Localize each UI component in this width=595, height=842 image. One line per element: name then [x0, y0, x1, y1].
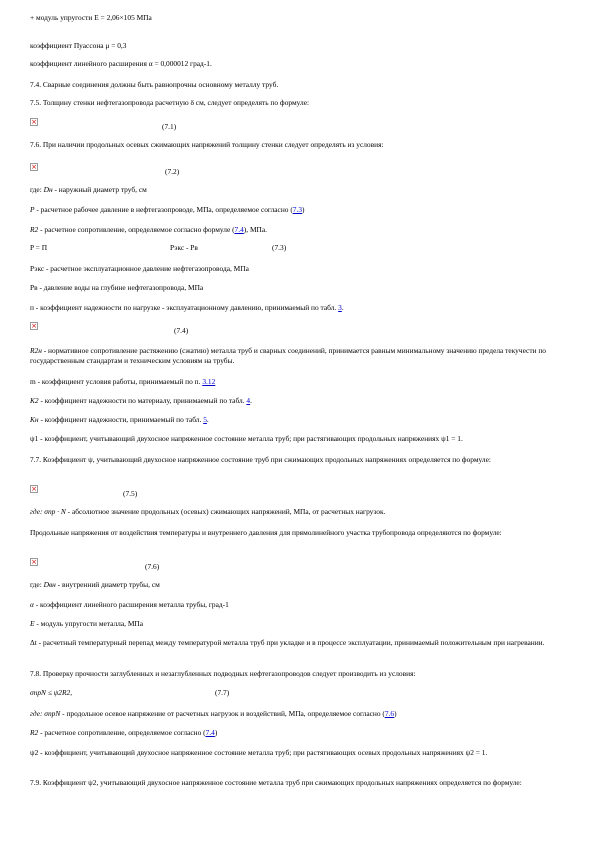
text-line: коэффициент линейного расширения α = 0,000012 град-1.: [30, 59, 212, 68]
text-paragraph: [30, 346, 568, 366]
symbol: Kн: [30, 415, 39, 424]
formula-link[interactable]: 7.3: [292, 205, 303, 214]
text-span: - абсолютное значение продольных (осевых) сжимающих напряжений, МПа, от расчетных нагрузок.: [65, 507, 386, 516]
symbol: R2н: [30, 346, 42, 355]
formula-7-6: [30, 558, 230, 570]
text-span: - расчетное сопротивление, определяемое согласно (: [38, 728, 206, 737]
text-span: где:: [30, 185, 44, 194]
text-span: .: [341, 303, 344, 312]
text-span: ): [302, 205, 305, 214]
symbol: K2: [30, 396, 39, 405]
text-span: - расчетное рабочее давление в нефтегазопроводе, МПа, определяемое согласно (: [34, 205, 293, 214]
paragraph-7-7: 7.7. Коэффициент ψ, учитывающий двухосное напряженное состояние труб при сжимающих продольных напряжениях определяется по формуле:: [30, 455, 491, 464]
paragraph-7-8: 7.8. Проверку прочности заглубленных и незаглубленных подводных нефтегазопроводов следует производить из условия:: [30, 669, 416, 678]
formula-part: σпрN ≤ ψ2R2,: [30, 688, 73, 697]
text-line: + модуль упругости E = 2,06×105 МПа: [30, 13, 152, 22]
text-span: ), МПа.: [243, 225, 267, 234]
formula-part: Рэкс - Рв: [170, 243, 198, 252]
text-line: [30, 619, 568, 629]
text-line: [30, 580, 568, 590]
formula-part: P = П: [30, 243, 48, 252]
text-line: [30, 205, 568, 215]
text-span: .: [250, 396, 252, 405]
broken-image-icon: [30, 485, 38, 493]
broken-image-icon: [30, 322, 38, 330]
symbol: где: σпрN: [30, 709, 61, 718]
text-span: - расчетное сопротивление, определяемое согласно формуле (: [38, 225, 235, 234]
symbol: Dн: [43, 185, 53, 194]
clause-link[interactable]: 3.12: [202, 377, 216, 386]
text-line: [30, 185, 568, 195]
text-line: коэффициент Пуассона μ = 0,3: [30, 41, 127, 50]
formula-7-7: [30, 688, 270, 700]
paragraph-7-9: 7.9. Коэффициент ψ2, учитывающий двухосное напряженное состояние металла труб при сжимающих продольных напряжениях определяется по формуле:: [30, 778, 522, 787]
formula-link[interactable]: 7.4: [234, 225, 244, 234]
table-link[interactable]: 4: [246, 396, 251, 405]
symbol: R2: [30, 728, 39, 737]
formula-7-5: [30, 485, 230, 497]
formula-number: (7.2): [165, 167, 180, 176]
symbol: E: [30, 619, 35, 628]
table-link[interactable]: 3: [338, 303, 342, 312]
text-span: ): [214, 728, 218, 737]
text-span: - продольное осевое напряжение от расчетных нагрузок и воздействий, МПа, определяемое согласно (: [60, 709, 385, 718]
text-line: Рэкс - расчетное эксплуатационное давление нефтегазопровода, МПа: [30, 264, 249, 273]
text-paragraph: ψ2 - коэффициент, учитывающий двухосное напряженное состояние металла труб; при растягивающих осевых продольных напряжениях ψ2 = 1.: [30, 748, 488, 757]
text-span: - коэффициент надежности по материалу, принимаемый по табл.: [38, 396, 247, 405]
symbol: где: σпр · N: [30, 507, 66, 516]
broken-image-icon: [30, 118, 38, 126]
table-link[interactable]: 5: [203, 415, 207, 424]
formula-7-1: [30, 118, 230, 130]
text-span: - наружный диаметр труб, см: [52, 185, 147, 194]
text-span: - коэффициент линейного расширения металла трубы, град-1: [33, 600, 229, 609]
text-line: [30, 225, 568, 235]
formula-7-2: [30, 163, 230, 175]
text-span: .: [206, 415, 209, 424]
symbol: α: [30, 600, 34, 609]
formula-number: (7.5): [123, 489, 138, 498]
text-line: [30, 507, 568, 517]
formula-link[interactable]: 7.6: [384, 709, 395, 718]
text-paragraph: Δt - расчетный температурный перепад между температурой металла труб при укладке и в процессе эксплуатации, принимаемый положительным при нагревании.: [30, 638, 545, 647]
broken-image-icon: [30, 558, 38, 566]
formula-number: (7.4): [174, 326, 189, 335]
formula-7-3: [30, 243, 330, 255]
text-line: [30, 396, 568, 406]
formula-7-4: [30, 322, 250, 334]
text-line: Рв - давление воды на глубине нефтегазопровода, МПа: [30, 283, 204, 292]
formula-number: (7.6): [145, 562, 160, 571]
text-span: - коэффициент надежности, принимаемый по табл.: [38, 415, 204, 424]
text-line: [30, 728, 568, 738]
text-span: ): [394, 709, 397, 718]
formula-link[interactable]: 7.4: [205, 728, 215, 737]
text-span: - нормативное сопротивление растяжению (сжатию) металла труб и сварных соединений, принимается равным минимальному значению предела текучести по государственным стандартам и техническим условиям на трубы.: [30, 346, 547, 365]
text-line: [30, 600, 568, 610]
text-span: m - коэффициент условия работы, принимаемый по п.: [30, 377, 203, 386]
paragraph-7-5: 7.5. Толщину стенки нефтегазопровода расчетную δ см, следует определять по формуле:: [30, 98, 310, 107]
text-span: п - коэффициент надежности по нагрузке - эксплуатационному давлению, принимаемый по табл.: [30, 303, 339, 312]
text-line: [30, 377, 568, 387]
text-line: [30, 415, 568, 425]
text-line: [30, 709, 568, 719]
text-span: где:: [30, 580, 44, 589]
text-span: - внутренний диаметр трубы, см: [55, 580, 160, 589]
symbol: R2: [30, 225, 39, 234]
broken-image-icon: [30, 163, 38, 171]
paragraph-7-6: 7.6. При наличии продольных осевых сжимающих напряжений толщину стенки следует определять из условия:: [30, 140, 384, 149]
text-line: [30, 303, 568, 313]
text-span: - модуль упругости металла, МПа: [34, 619, 144, 628]
formula-number: (7.7): [215, 688, 230, 697]
symbol: P: [30, 205, 35, 214]
formula-number: (7.3): [272, 243, 287, 252]
text-line: ψ1 - коэффициент, учитывающий двухосное напряженное состояние металла труб; при растягивающих продольных напряжениях ψ1 = 1.: [30, 434, 463, 443]
formula-number: (7.1): [162, 122, 177, 131]
symbol: Dвн: [43, 580, 56, 589]
paragraph-7-4: 7.4. Сварные соединения должны быть равнопрочны основному металлу труб.: [30, 80, 279, 89]
text-paragraph: Продольные напряжения от воздействия температуры и внутреннего давления для прямолинейного участка трубопровода определяются по формуле:: [30, 528, 502, 537]
